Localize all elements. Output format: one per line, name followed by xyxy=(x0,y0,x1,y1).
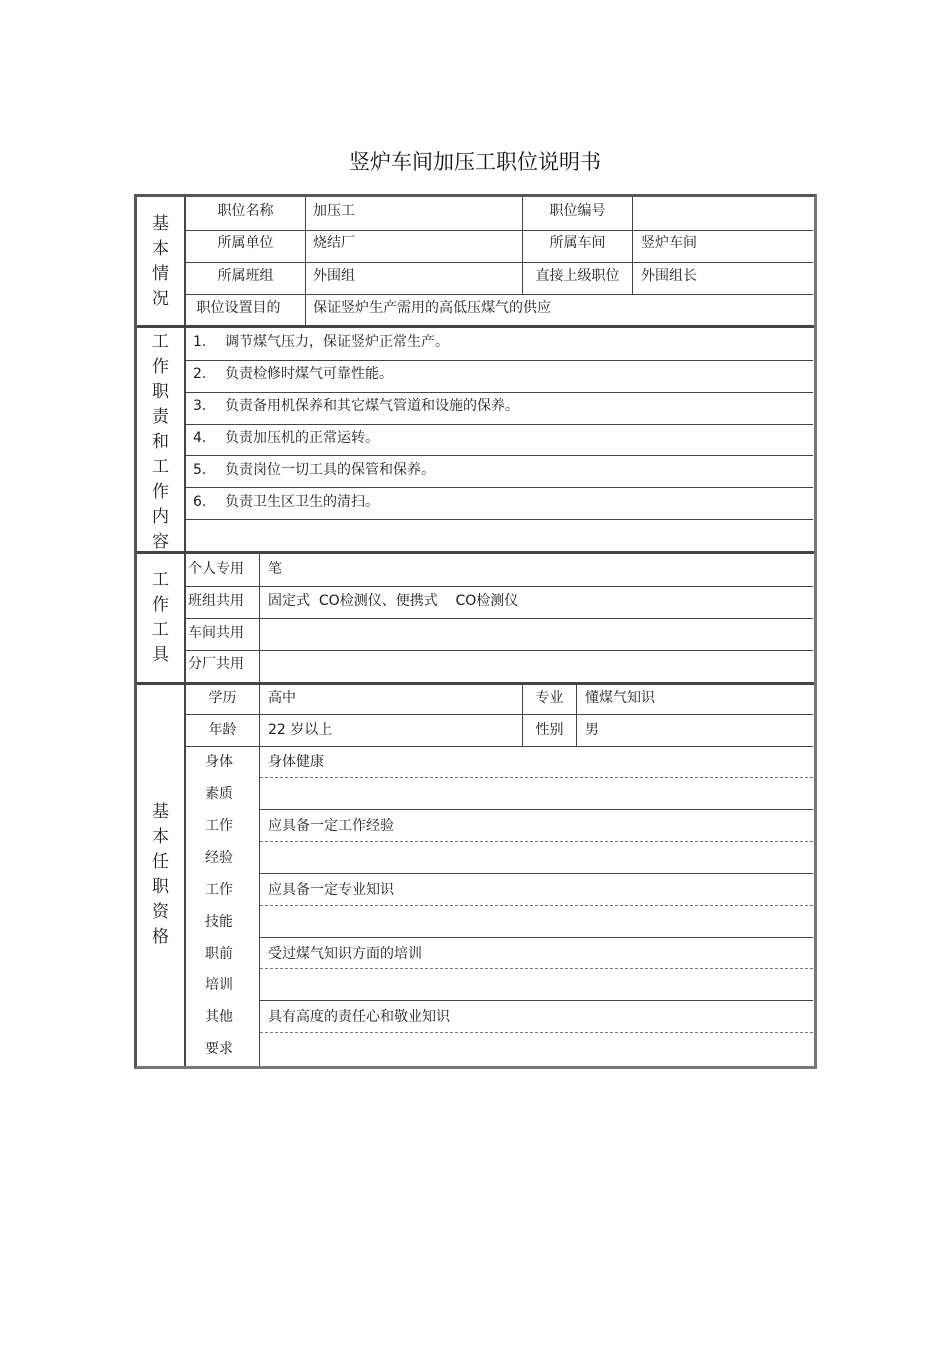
duty-text: 负责加压机的正常运转。 xyxy=(225,430,379,446)
row-line xyxy=(259,809,813,810)
row-line xyxy=(186,360,813,361)
education-label: 学历 xyxy=(208,690,237,706)
dashed-line xyxy=(260,777,813,778)
qual-row-label: 要求 xyxy=(205,1041,233,1057)
row-line xyxy=(186,618,813,619)
duty-text: 负责卫生区卫生的清扫。 xyxy=(225,494,379,510)
purpose-value: 保证竖炉生产需用的高低压煤气的供应 xyxy=(313,300,551,316)
superior-label: 直接上级职位 xyxy=(535,268,620,284)
qual-row-value: 受过煤气知识方面的培训 xyxy=(268,946,422,962)
row-line xyxy=(186,714,813,715)
section-heading-basic: 基本情况 xyxy=(152,214,169,309)
col-line xyxy=(305,197,306,326)
row-line xyxy=(186,294,813,295)
section-heading-duties: 工作职责和工作内容 xyxy=(152,332,169,552)
duty-number: 5. xyxy=(193,462,207,478)
position-name-label: 职位名称 xyxy=(217,203,274,219)
age-label: 年龄 xyxy=(208,722,237,738)
duty-text: 负责检修时煤气可靠性能。 xyxy=(225,366,393,382)
unit-value: 烧结厂 xyxy=(313,235,355,251)
section-divider xyxy=(137,325,814,328)
row-line xyxy=(186,455,813,456)
section-divider xyxy=(137,682,814,685)
gender-value: 男 xyxy=(585,722,599,738)
row-line xyxy=(186,262,813,263)
superior-value: 外围组长 xyxy=(641,268,697,284)
duty-number: 1. xyxy=(193,334,207,350)
position-name-value: 加压工 xyxy=(313,203,355,219)
team-label: 所属班组 xyxy=(217,268,274,284)
row-line xyxy=(186,392,813,393)
tool-value: 笔 xyxy=(268,561,282,577)
qual-row-value: 身体健康 xyxy=(268,754,324,770)
duty-item xyxy=(193,366,808,382)
row-line xyxy=(259,1000,813,1001)
qual-row-label: 职前 xyxy=(205,946,233,962)
section-heading-qualifications: 基本任职资格 xyxy=(152,802,169,947)
duty-item xyxy=(193,334,808,350)
qual-row-value: 应具备一定专业知识 xyxy=(268,882,394,898)
qual-row-label: 其他 xyxy=(205,1009,233,1025)
position-no-label: 职位编号 xyxy=(549,203,606,219)
qual-row-label: 工作 xyxy=(205,882,233,898)
row-line xyxy=(186,424,813,425)
dashed-line xyxy=(260,1032,813,1033)
duty-item xyxy=(193,494,808,510)
qual-row-label: 培训 xyxy=(205,977,233,993)
tool-label: 班组共用 xyxy=(188,593,244,609)
age-value: 22 岁以上 xyxy=(268,722,333,738)
unit-label: 所属单位 xyxy=(217,235,274,251)
duty-number: 3. xyxy=(193,398,207,414)
section-divider xyxy=(137,551,814,554)
duty-text: 负责备用机保养和其它煤气管道和设施的保养。 xyxy=(225,398,519,414)
purpose-label: 职位设置目的 xyxy=(196,300,281,316)
duty-number: 6. xyxy=(193,494,207,510)
workshop-label: 所属车间 xyxy=(549,235,606,251)
dashed-line xyxy=(260,968,813,969)
row-line xyxy=(186,650,813,651)
gender-label: 性别 xyxy=(535,722,564,738)
major-value: 懂煤气知识 xyxy=(585,690,655,706)
row-line xyxy=(259,873,813,874)
col-line xyxy=(259,554,260,682)
row-line xyxy=(186,487,813,488)
qual-row-label: 素质 xyxy=(205,786,233,802)
col-line xyxy=(576,685,577,746)
workshop-value: 竖炉车间 xyxy=(641,235,697,251)
row-line xyxy=(259,937,813,938)
row-line xyxy=(186,519,813,520)
col-line xyxy=(632,197,633,294)
dashed-line xyxy=(260,905,813,906)
tool-value: 固定式 CO检测仪、便携式 CO检测仪 xyxy=(268,593,519,609)
tool-label: 个人专用 xyxy=(188,561,244,577)
qual-row-label: 工作 xyxy=(205,818,233,834)
tool-label: 分厂共用 xyxy=(188,656,244,672)
page-title: 竖炉车间加压工职位说明书 xyxy=(349,150,601,174)
team-value: 外围组 xyxy=(313,268,355,284)
row-line xyxy=(186,746,813,747)
duty-item xyxy=(193,462,808,478)
section-heading-tools: 工作工具 xyxy=(152,570,169,665)
education-value: 高中 xyxy=(268,690,296,706)
duty-number: 4. xyxy=(193,430,207,446)
dashed-line xyxy=(260,841,813,842)
duty-text: 负责岗位一切工具的保管和保养。 xyxy=(225,462,435,478)
major-label: 专业 xyxy=(535,690,564,706)
qual-row-value: 应具备一定工作经验 xyxy=(268,818,394,834)
row-line xyxy=(186,230,813,231)
duty-item xyxy=(193,398,808,414)
qual-row-label: 技能 xyxy=(205,914,233,930)
qual-row-label: 经验 xyxy=(205,850,233,866)
qual-row-value: 具有高度的责任心和敬业知识 xyxy=(268,1009,450,1025)
duty-text: 调节煤气压力，保证竖炉正常生产。 xyxy=(225,334,449,350)
heading-column-divider xyxy=(184,197,186,1066)
tool-label: 车间共用 xyxy=(188,625,244,641)
duty-item xyxy=(193,430,808,446)
row-line xyxy=(186,586,813,587)
col-line xyxy=(259,685,260,1066)
qual-row-label: 身体 xyxy=(205,754,233,770)
duty-number: 2. xyxy=(193,366,207,382)
